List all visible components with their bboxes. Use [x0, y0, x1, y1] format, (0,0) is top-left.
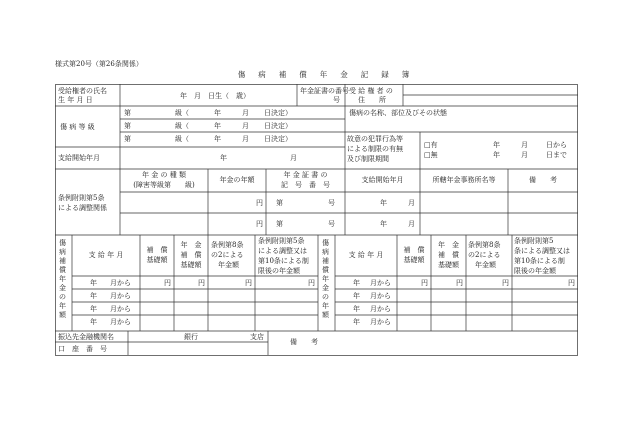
- row-month-from: 月から: [110, 279, 131, 287]
- payment-period-header: 支 給 年 月: [88, 251, 124, 259]
- side-char: 傷: [322, 239, 329, 247]
- grade-year: 年: [214, 135, 221, 143]
- grade-year: 年: [214, 122, 221, 130]
- bank-suffix: 銀行: [184, 333, 198, 341]
- base-header-2: 基礎額: [146, 256, 168, 264]
- address-label-line1: 受 給 権 者 の: [349, 87, 393, 95]
- start-month: 月: [290, 154, 297, 162]
- grade-decision: 日決定）: [264, 109, 292, 117]
- grade-month: 月: [242, 109, 249, 117]
- account-number-label: 口 座 番 号: [58, 345, 107, 353]
- restriction-label-1: 故意の犯罪行為等: [347, 135, 403, 143]
- form-number-label: 様式第20号（第26条関係）: [55, 60, 143, 68]
- adjust-dai: 第: [276, 199, 283, 207]
- side-char: 年: [322, 275, 329, 283]
- side-char: 額: [322, 311, 329, 319]
- side-char: 年: [322, 302, 329, 310]
- grade-dai: 第: [124, 122, 131, 130]
- restriction-from-day: 日から: [546, 141, 567, 149]
- row-month-from: 月から: [110, 318, 131, 326]
- comp-header-right-3: 基礎額: [438, 261, 459, 269]
- adjust-remarks-label: 備 考: [529, 176, 557, 184]
- row-yen: 円: [456, 279, 463, 287]
- grade-month: 月: [242, 122, 249, 130]
- grade-decision: 日決定）: [264, 122, 292, 130]
- adjust-year: 年: [380, 199, 387, 207]
- pension-kind-label-1: 年 金 の 種 類: [142, 171, 186, 179]
- side-char: 傷: [59, 239, 66, 247]
- art8-header-2: の2による: [211, 251, 244, 259]
- row-year: 年: [353, 279, 360, 287]
- disease-label: 傷病の名称、部位及びその状態: [349, 109, 447, 117]
- row-year: 年: [90, 305, 97, 313]
- row-yen: 円: [198, 279, 205, 287]
- side-char: 金: [59, 284, 66, 292]
- adjust-go: 号: [328, 199, 335, 207]
- payment-period-header-right: 支 給 年 月: [348, 251, 384, 259]
- restriction-label-2: による制限の有無: [347, 145, 403, 153]
- adj-header-right-2: 条による調整又は: [514, 247, 570, 255]
- row-yen: 円: [568, 279, 575, 287]
- grade-month: 月: [242, 135, 249, 143]
- side-char: 額: [59, 311, 66, 319]
- row-month-from: 月から: [370, 318, 391, 326]
- side-char: 病: [59, 248, 66, 256]
- row-year: 年: [90, 318, 97, 326]
- grade-year: 年: [214, 109, 221, 117]
- start-year: 年: [220, 154, 227, 162]
- side-char: 補: [322, 257, 329, 265]
- row-year: 年: [90, 279, 97, 287]
- cert-number-suffix: 号: [333, 96, 340, 104]
- office-label: 所轄年金事務所名等: [432, 176, 496, 184]
- row-month-from: 月から: [110, 305, 131, 313]
- restriction-no-checkbox[interactable]: □無: [424, 151, 438, 159]
- restriction-to-year: 年: [493, 151, 500, 159]
- row-yen: 円: [502, 279, 509, 287]
- art8-header-right-1: 条例第8条: [468, 241, 501, 249]
- restriction-to-month: 月: [521, 151, 528, 159]
- restriction-label-3: 及び制限期間: [347, 155, 389, 163]
- side-char: 年: [59, 302, 66, 310]
- comp-header-1: 年 金: [180, 241, 202, 249]
- cert-symbol-label-1: 年 金 証 書 の: [283, 171, 328, 179]
- grade-kyu: 級（: [175, 135, 189, 143]
- comp-header-right-2: 補 償: [438, 251, 459, 259]
- adjust-month: 月: [408, 220, 415, 228]
- grade-decision: 日決定）: [264, 135, 292, 143]
- base-header-1: 補 償: [146, 246, 168, 254]
- page-title: 傷病補償年金記録簿: [237, 70, 423, 79]
- birth-date-value: 年 月 日生（ 歳）: [180, 92, 250, 100]
- art8-header-1: 条例第8条: [211, 241, 244, 249]
- adjust-yen: 円: [256, 199, 263, 207]
- pension-kind-label-2: (障害等級第 級): [133, 181, 195, 189]
- recipient-name-label: 受給権者の氏名: [58, 87, 107, 95]
- adj-header-2: による調整又は: [258, 247, 307, 255]
- row-yen: 円: [308, 279, 315, 287]
- comp-header-2: 補 償: [180, 251, 202, 259]
- art8-header-3: 年金額: [218, 261, 239, 269]
- restriction-from-year: 年: [493, 141, 500, 149]
- grade-kyu: 級（: [175, 122, 189, 130]
- row-month-from: 月から: [110, 292, 131, 300]
- adj-header-3: 第10条による制: [258, 257, 309, 265]
- side-char: 年: [59, 275, 66, 283]
- row-yen: 円: [245, 279, 252, 287]
- row-year: 年: [90, 292, 97, 300]
- start-month-label: 支給開始年月: [58, 154, 100, 162]
- branch-suffix: 支店: [250, 333, 264, 341]
- adjust-start-label: 支給開始年月: [361, 176, 404, 184]
- row-year: 年: [353, 305, 360, 313]
- side-char: の: [59, 293, 66, 301]
- adjust-go: 号: [328, 220, 335, 228]
- side-char: 病: [322, 248, 329, 256]
- art8-header-right-2: の2による: [468, 251, 501, 259]
- row-yen: 円: [164, 279, 171, 287]
- row-year: 年: [353, 318, 360, 326]
- restriction-from-month: 月: [521, 141, 528, 149]
- grade-label: 傷 病 等 級: [60, 123, 95, 131]
- side-char: 償: [322, 266, 329, 274]
- side-char: 補: [59, 257, 66, 265]
- adjust-label-2: による調整関係: [58, 204, 107, 212]
- side-char: の: [322, 293, 329, 301]
- row-month-from: 月から: [370, 279, 391, 287]
- adj-header-right-4: 限後の年金額: [514, 267, 556, 275]
- side-char: 償: [59, 266, 66, 274]
- row-year: 年: [353, 292, 360, 300]
- adjust-month: 月: [408, 199, 415, 207]
- restriction-to-day: 日まで: [546, 151, 567, 159]
- grade-kyu: 級（: [175, 109, 189, 117]
- row-month-from: 月から: [370, 305, 391, 313]
- adjust-label-1: 条例附則第5条: [58, 194, 105, 202]
- base-header-right-2: 基礎額: [403, 256, 425, 264]
- restriction-yes-checkbox[interactable]: □有: [424, 141, 438, 149]
- bank-label: 振込先金融機関名: [58, 333, 114, 341]
- comp-header-right-1: 年 金: [438, 241, 459, 249]
- side-char: 金: [322, 284, 329, 292]
- adj-header-4: 限後の年金額: [258, 267, 300, 275]
- row-yen: 円: [421, 279, 428, 287]
- address-label-line2: 住 所: [358, 96, 386, 104]
- adjust-dai: 第: [276, 220, 283, 228]
- cert-number-label: 年金証書の番号: [300, 87, 349, 95]
- adj-header-1: 条例附則第5条: [258, 237, 305, 245]
- adjust-year: 年: [380, 220, 387, 228]
- row-month-from: 月から: [370, 292, 391, 300]
- cert-symbol-label-2: 記 号 番 号: [281, 181, 330, 189]
- art8-header-right-3: 年金額: [475, 261, 496, 269]
- grade-dai: 第: [124, 109, 131, 117]
- birth-date-label: 生 年 月 日: [58, 96, 93, 104]
- grade-dai: 第: [124, 135, 131, 143]
- adjust-yen: 円: [256, 220, 263, 228]
- bank-remarks-label: 備 考: [290, 338, 318, 346]
- base-header-right-1: 補 償: [403, 246, 425, 254]
- adj-header-right-3: 第10条による制: [514, 257, 565, 265]
- comp-header-3: 基礎額: [180, 261, 202, 269]
- adj-header-right-1: 条例附則第5: [514, 237, 554, 245]
- pension-amount-label: 年金の年額: [219, 176, 255, 184]
